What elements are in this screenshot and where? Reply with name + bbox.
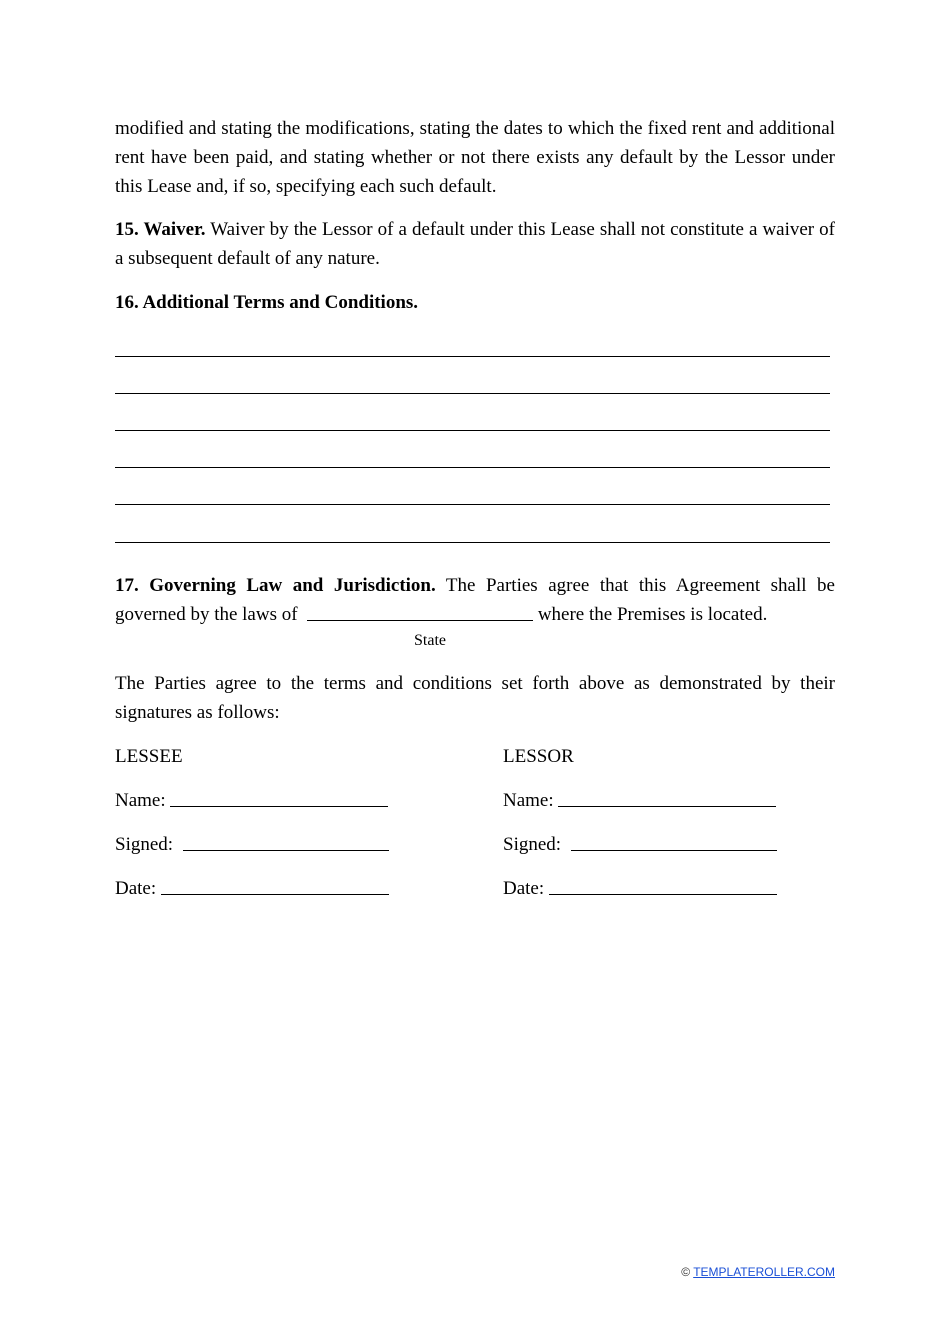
additional-terms-line-2[interactable] [115,393,830,394]
section-17-heading: 17. Governing Law and Jurisdiction. [115,575,436,596]
section-17-text-after: where the Premises is located. [537,604,768,625]
section-15-text: Waiver by the Lessor of a default under this Lease shall not constitute a waiver of a subsequent default of any nature. [115,219,835,269]
lessee-name-field[interactable] [170,805,388,807]
lessee-name-label: Name: [115,790,166,811]
intro-paragraph: modified and stating the modifications, stating the dates to which the fixed rent and additional rent have been paid, and stating whether or not there exists any default by the Lessor under this Lease and, if so, specifying each such default. [115,118,835,197]
lessor-name-field[interactable] [558,805,776,807]
lessee-signed-field[interactable] [183,849,389,851]
section-16-heading: 16. Additional Terms and Conditions. [115,292,419,313]
lessee-date-field[interactable] [161,893,389,895]
templateroller-link[interactable]: TEMPLATEROLLER.COM [693,1265,835,1279]
section-15-heading: 15. Waiver. [115,219,206,240]
lessor-title: LESSOR [503,746,574,767]
section-17-text-before: The Parties agree that this Agreement shall be governed by the laws of [115,575,835,625]
additional-terms-line-6[interactable] [115,542,830,543]
additional-terms-line-5[interactable] [115,504,830,505]
additional-terms-line-3[interactable] [115,430,830,431]
lessee-name-row [115,786,415,830]
lessee-signature-block [115,742,415,918]
lessee-title: LESSEE [115,746,183,767]
state-caption: State [414,632,446,649]
lessee-date-label: Date: [115,878,157,899]
lessor-date-label: Date: [503,878,545,899]
lessor-date-row [503,874,803,918]
section-16 [115,288,835,317]
copyright-symbol: © [681,1265,691,1279]
lessee-signed-row [115,830,415,874]
agreement-paragraph: The Parties agree to the terms and conditions set forth above as demonstrated by their signatures as follows: [115,673,835,723]
lessor-signed-label: Signed: [503,834,562,855]
lessor-signature-block [503,742,803,918]
section-15 [115,215,835,273]
additional-terms-line-4[interactable] [115,467,830,468]
lessee-date-row [115,874,415,918]
footer [640,1265,835,1279]
lessee-signed-label: Signed: [115,834,174,855]
lessor-date-field[interactable] [549,893,777,895]
lessor-name-row [503,786,803,830]
lessor-signed-field[interactable] [571,849,777,851]
additional-terms-line-1[interactable] [115,356,830,357]
state-field[interactable] [307,619,533,621]
lessor-signed-row [503,830,803,874]
section-17 [115,571,835,629]
lessor-name-label: Name: [503,790,554,811]
